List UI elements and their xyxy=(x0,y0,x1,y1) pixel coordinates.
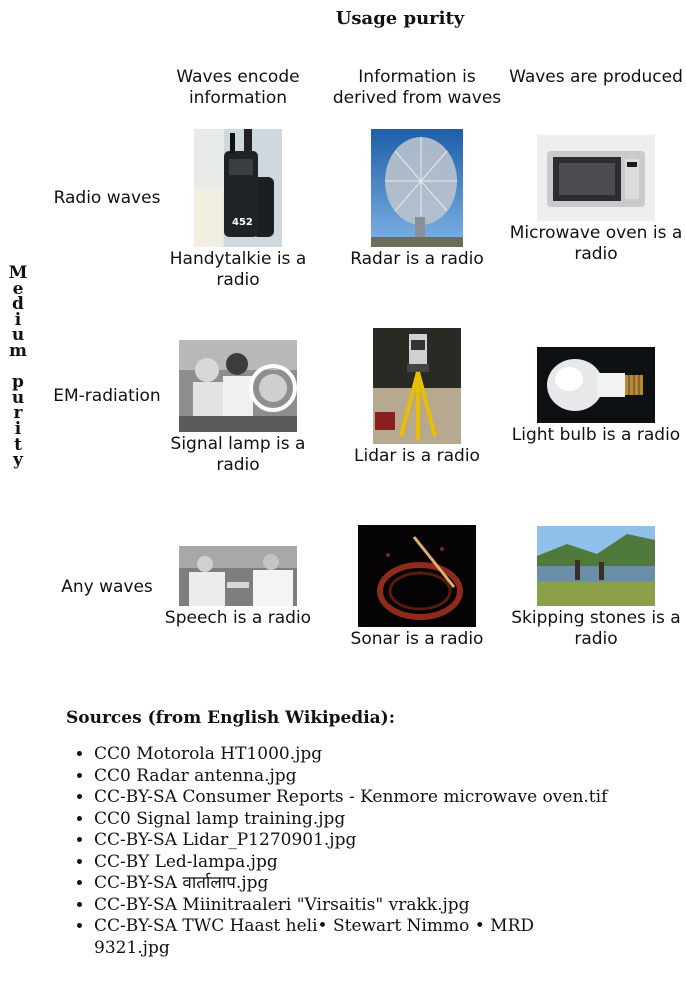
source-item: • CC-BY Led-lampa.jpg xyxy=(94,852,614,874)
source-item: • CC0 Signal lamp training.jpg xyxy=(94,809,614,831)
caption-radar: Radar is a radio xyxy=(350,249,484,269)
column-header-derived: Information is derived from waves xyxy=(332,67,502,108)
caption-skipping-stones: Skipping stones is a radio xyxy=(511,608,681,649)
skipping-stones-image xyxy=(537,526,655,606)
cell-handytalkie xyxy=(148,129,328,291)
radar-image xyxy=(371,129,463,247)
caption-lidar: Lidar is a radio xyxy=(354,446,480,466)
sources-heading: Sources (from English Wikipedia): xyxy=(66,708,395,728)
cell-lidar xyxy=(327,328,507,467)
cell-light-bulb xyxy=(506,347,686,446)
sonar-image xyxy=(358,525,476,627)
caption-signal-lamp: Signal lamp is a radio xyxy=(170,434,306,475)
source-item: • CC-BY-SA TWC Haast heli• Stewart Nimmo • MRD 9321.jpg xyxy=(94,916,614,959)
source-item: • CC-BY-SA Miinitraaleri "Virsaitis" vrakk.jpg xyxy=(94,895,614,917)
lidar-image xyxy=(373,328,461,444)
light-bulb-image xyxy=(537,347,655,423)
row-header-em-radiation: EM-radiation xyxy=(53,386,161,406)
source-item: • CC-BY-SA Consumer Reports - Kenmore microwave oven.tif xyxy=(94,787,614,809)
handytalkie-image xyxy=(194,129,282,247)
page-title: Usage purity xyxy=(335,8,465,29)
caption-sonar: Sonar is a radio xyxy=(350,629,484,649)
cell-skipping-stones xyxy=(506,526,686,650)
side-label-medium-purity: M e d i u m p u r i t y xyxy=(8,263,28,471)
speech-image xyxy=(179,546,297,606)
cell-speech xyxy=(148,546,328,629)
cell-microwave xyxy=(506,135,686,265)
row-header-radio-waves: Radio waves xyxy=(53,188,161,208)
caption-microwave: Microwave oven is a radio xyxy=(509,223,683,264)
microwave-image xyxy=(537,135,655,221)
row-header-any-waves: Any waves xyxy=(61,577,153,597)
column-header-produced: Waves are produced xyxy=(509,67,683,87)
caption-handytalkie: Handytalkie is a radio xyxy=(169,249,307,290)
caption-speech: Speech is a radio xyxy=(164,608,312,628)
source-item: • CC-BY-SA Lidar_P1270901.jpg xyxy=(94,830,614,852)
source-item: • CC-BY-SA वार्तालाप.jpg xyxy=(94,873,614,895)
cell-sonar xyxy=(327,525,507,650)
cell-signal-lamp xyxy=(148,340,328,476)
column-header-encode: Waves encode information xyxy=(176,67,300,108)
caption-light-bulb: Light bulb is a radio xyxy=(511,425,681,445)
svg-text:452: 452 xyxy=(232,217,253,228)
source-item: • CC0 Motorola HT1000.jpg xyxy=(94,744,614,766)
sources-list xyxy=(66,744,614,959)
cell-radar xyxy=(327,129,507,270)
source-item: • CC0 Radar antenna.jpg xyxy=(94,766,614,788)
signal-lamp-image xyxy=(179,340,297,432)
